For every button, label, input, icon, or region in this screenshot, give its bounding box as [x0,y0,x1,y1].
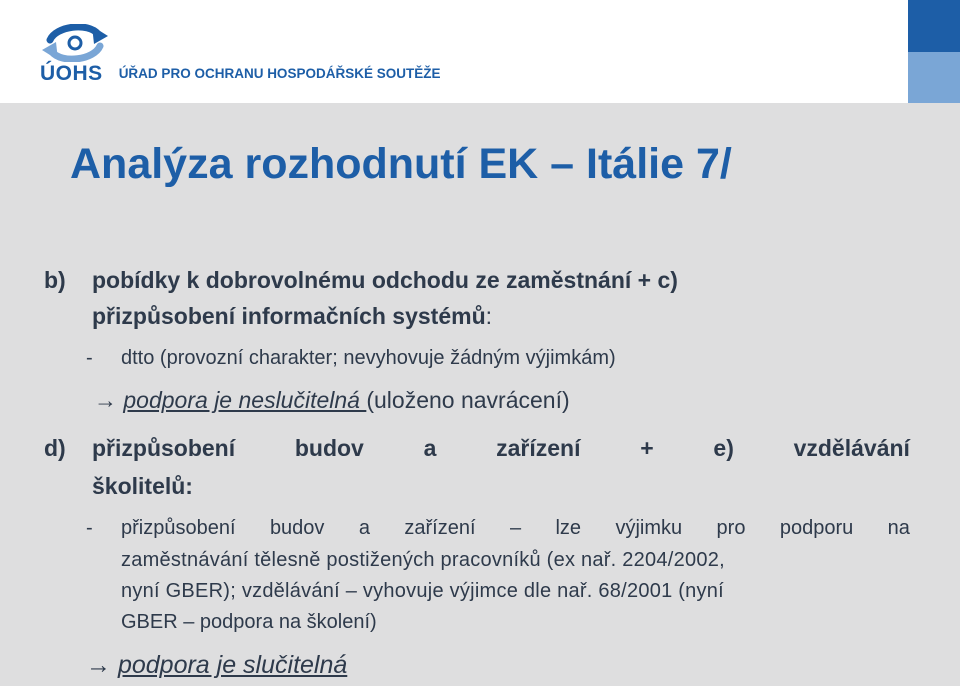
bullet-bc-text: dtto (provozní charakter; nevyhovuje žádným výjimkám) [121,347,616,369]
bullet-de-word: budov [269,517,325,539]
result-de-line [86,651,347,680]
bullet-de-line1 [121,517,910,540]
section-de-word: budov [294,435,364,461]
bullet-de-word: – [509,517,522,539]
result-bc-note: (uloženo navrácení) [366,387,570,413]
result-bc-line [94,387,570,414]
section-de-word: přizpůsobení [92,435,236,461]
bullet-de-word: přizpůsobení [121,517,236,539]
uohs-logo-icon [40,24,110,62]
section-de-line2: školitelů: [92,473,193,499]
result-de-verdict: podpora je slučitelná [117,651,348,679]
bullet-de-word: pro [716,517,746,539]
section-de-word: vzdělávání [793,435,910,461]
slide-title: Analýza rozhodnutí EK – Itálie 7/ [70,140,732,188]
section-de-word: e) [713,435,734,461]
result-bc-verdict: podpora je neslučitelná [123,387,367,413]
logo-organization-name: ÚŘAD PRO OCHRANU HOSPODÁŘSKÉ SOUTĚŽE [118,66,441,81]
corner-square-dark [908,0,960,52]
bullet-de-word: a [358,517,370,539]
section-de-word: a [423,435,437,461]
bullet-de-word: zařízení [404,517,476,539]
header [0,0,960,103]
section-bc-line1: pobídky k dobrovolnému odchodu ze zaměstnání + c) [92,267,678,293]
arrow-icon: → [86,651,111,679]
bullet-de-line2: zaměstnávání tělesně postižených pracovníků (ex nař. 2204/2002, [121,549,725,571]
section-de-line1 [92,435,910,462]
section-bc-label: b) [44,267,66,293]
arrow-icon: → [94,387,117,413]
section-bc-line2 [92,303,492,330]
section-de-word: + [640,435,654,461]
bullet-de-line4: GBER – podpora na školení) [121,611,377,633]
bullet-de-word: výjimku [615,517,683,539]
section-bc-line2-colon: : [485,303,493,329]
uohs-logo [40,24,441,85]
bullet-de-dash: - [86,517,93,539]
slide-content [0,103,960,686]
bullet-de-word: podporu [779,517,854,539]
bullet-de-word: lze [555,517,582,539]
bullet-bc-dash: - [86,347,93,369]
bullet-de-word: na [887,517,910,539]
bullet-de-line3: nyní GBER); vzdělávání – vyhovuje výjimce dle nař. 68/2001 (nyní [121,580,724,602]
section-de-word: zařízení [496,435,581,461]
section-bc-line2-text: přizpůsobení informačních systémů [92,303,486,329]
logo-abbreviation: ÚOHS [40,62,103,85]
corner-square-light [908,52,960,103]
section-de-label: d) [44,435,66,461]
